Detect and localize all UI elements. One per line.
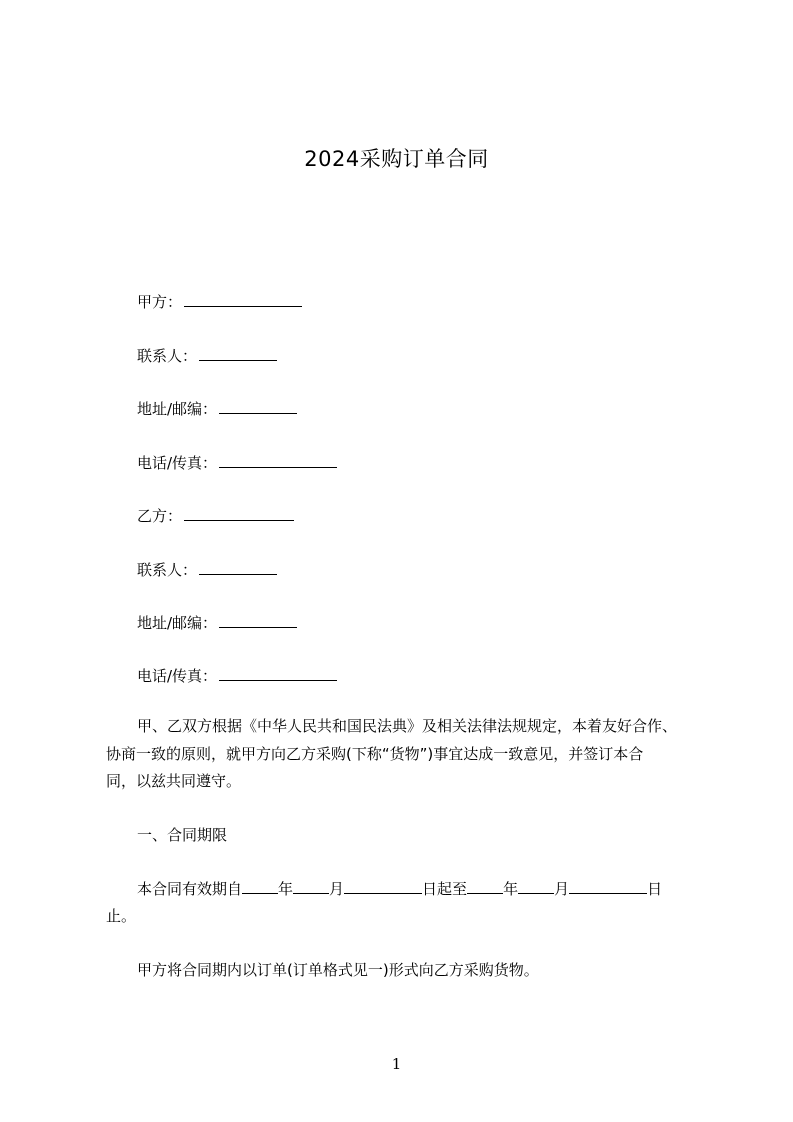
start-month-blank — [293, 879, 329, 894]
party-a-contact-blank — [199, 346, 277, 361]
term-end: 止。 — [106, 907, 137, 925]
party-a-phone-blank — [219, 453, 337, 468]
intro-line-3: 同，以兹共同遵守。 — [106, 772, 242, 790]
intro-line-1: 甲、乙双方根据《中华人民共和国民法典》及相关法律法规规定，本着友好合作、 — [137, 717, 678, 735]
party-b-address-label: 地址/邮编： — [137, 614, 218, 632]
party-a-name-label: 甲方： — [137, 293, 183, 311]
term-to-day: 日 — [647, 880, 663, 898]
term-prefix: 本合同有效期自 — [137, 880, 243, 898]
party-b-contact-label: 联系人： — [137, 561, 198, 579]
term-month2-label: 月 — [554, 880, 570, 898]
term-month-label: 月 — [329, 880, 345, 898]
party-a-phone-label: 电话/传真： — [137, 454, 218, 472]
party-b-phone-field — [137, 666, 337, 686]
party-b-name-blank — [184, 506, 294, 521]
party-b-name-label: 乙方： — [137, 507, 183, 525]
party-b-contact-field — [137, 560, 277, 580]
end-month-blank — [518, 879, 554, 894]
order-text: 甲方将合同期内以订单(订单格式见一)形式向乙方采购货物。 — [137, 961, 539, 979]
party-b-contact-blank — [199, 560, 277, 575]
page-number: 1 — [391, 1055, 402, 1073]
end-year-blank — [467, 879, 503, 894]
party-a-name-field — [137, 292, 302, 312]
party-a-address-label: 地址/邮编： — [137, 400, 218, 418]
party-a-address-blank — [219, 399, 297, 414]
party-b-phone-label: 电话/传真： — [137, 667, 218, 685]
party-a-contact-label: 联系人： — [137, 347, 198, 365]
term-year-label: 年 — [278, 880, 294, 898]
party-a-address-field — [137, 399, 297, 419]
term-line — [137, 879, 662, 899]
party-a-contact-field — [137, 346, 277, 366]
document-title: 2024采购订单合同 — [304, 147, 489, 171]
party-a-name-blank — [184, 292, 302, 307]
party-b-address-blank — [219, 613, 297, 628]
start-day-blank — [344, 879, 422, 894]
term-from-day: 日起至 — [422, 880, 468, 898]
party-b-name-field — [137, 506, 294, 526]
party-a-phone-field — [137, 453, 337, 473]
section-1-heading: 一、合同期限 — [137, 826, 228, 844]
term-year2-label: 年 — [503, 880, 519, 898]
end-day-blank — [569, 879, 647, 894]
party-b-address-field — [137, 613, 297, 633]
start-year-blank — [242, 879, 278, 894]
intro-line-2: 协商一致的原则，就甲方向乙方采购(下称“货物”)事宜达成一致意见，并签订本合 — [106, 745, 644, 763]
party-b-phone-blank — [219, 666, 337, 681]
